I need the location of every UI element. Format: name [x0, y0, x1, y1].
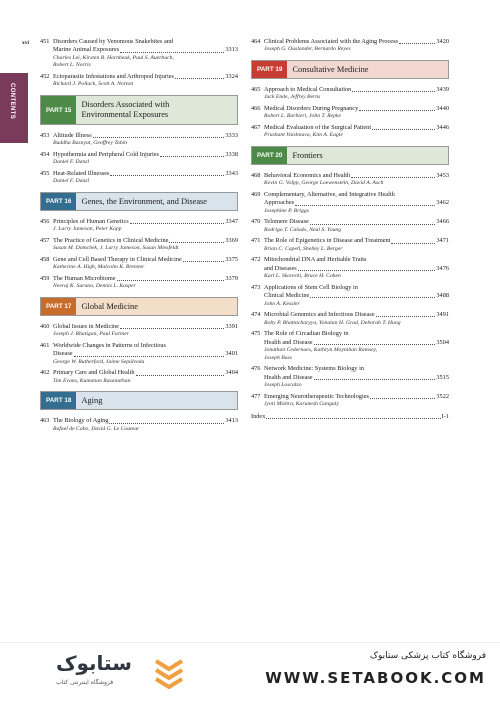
chapter-title [53, 151, 238, 159]
leader-dots [399, 38, 435, 44]
chapter-page: 3440 [436, 105, 449, 112]
chapter-authors: Buddha Basnyat, Geoffrey Tabin [53, 140, 128, 147]
chapter-title-row [40, 151, 238, 159]
chapter-title [53, 256, 238, 264]
chapter-title-row [40, 417, 238, 425]
leader-dots [120, 323, 224, 329]
chapter-authors: Charles Lei, Kirsten B. Hornbeak, Paul S. Auerbach, [53, 54, 174, 61]
chapter-title [264, 172, 449, 180]
chapter-authors: Rodrigo T. Calado, Neal S. Young [264, 226, 342, 233]
chapter-title-text: Medical Disorders During Pregnancy [264, 105, 359, 112]
chapter-title-text: Clinical Medicine [264, 292, 310, 300]
leader-dots [298, 265, 436, 271]
setabook-logo[interactable] [8, 651, 143, 693]
chapter-authors: Brian C. Capell, Shelley L. Berger [264, 245, 343, 252]
leader-dots [370, 393, 435, 399]
chapter-page: 3338 [225, 151, 238, 158]
chapter-title [264, 284, 449, 292]
chapter-authors: Richard J. Pollack, Scott A. Norton [53, 81, 134, 88]
chapter-title [264, 374, 449, 382]
chapter-page: 3333 [225, 132, 238, 139]
part-header [40, 391, 238, 410]
leader-dots [359, 105, 435, 111]
chapter-title-row [40, 256, 238, 264]
chapter-title [264, 38, 449, 46]
chapter-page: 3369 [225, 237, 238, 244]
chapter-number: 453 [40, 132, 50, 139]
side-tab-label: CONTENTS [9, 83, 15, 120]
leader-dots [372, 124, 435, 130]
chapter-title-row [251, 124, 449, 132]
chapter-page: 3453 [436, 172, 449, 179]
chapter-number: 476 [251, 365, 261, 373]
part-label: PART 18 [41, 392, 76, 409]
part-title: Disorders Associated with Environmental Exposures [81, 100, 170, 119]
leader-dots [175, 73, 224, 79]
chapter-title-text: The Role of Circadian Biology in [264, 330, 349, 338]
chapter-page: 3313 [225, 46, 238, 54]
chapter-number: 452 [40, 73, 50, 80]
part-label: PART 17 [41, 298, 76, 315]
chapter-number: 460 [40, 323, 50, 330]
chapter-page: 3375 [225, 256, 238, 263]
toc-entry[interactable] [40, 73, 238, 89]
toc-entry[interactable] [251, 124, 449, 140]
chapter-title [264, 339, 449, 347]
chapter-title [264, 105, 449, 113]
chapter-number: 451 [40, 38, 50, 45]
chapter-title-continued [251, 265, 449, 273]
chapter-number: 455 [40, 170, 50, 177]
chapter-title-row [40, 369, 238, 377]
chapter-number: 454 [40, 151, 50, 158]
chapter-title-text: Global Issues in Medicine [53, 323, 119, 330]
chapter-title [264, 365, 449, 373]
toc-entry[interactable] [251, 191, 449, 215]
chapter-title-text: Approaches [264, 199, 295, 207]
chapter-title-row [40, 73, 238, 81]
logo-text: ستابوک [56, 651, 132, 675]
leader-dots [314, 339, 436, 345]
chapter-title-row [251, 365, 449, 373]
chapter-title-text: Worldwide Changes in Patterns of Infectious [53, 342, 166, 349]
leader-dots [391, 237, 435, 243]
leader-dots [160, 151, 224, 157]
part-header [40, 297, 238, 316]
part-header [251, 146, 449, 165]
chapter-authors: Josephine P. Briggs [264, 207, 309, 214]
leader-dots [120, 46, 224, 52]
chapter-title-text: Health and Disease [264, 338, 313, 346]
chapter-title [264, 124, 449, 132]
chapter-page: 3379 [225, 275, 238, 282]
chapter-page: 3466 [436, 218, 449, 226]
chapter-title-text: Microbial Genomics and Infectious Disease [264, 311, 375, 319]
chapter-number: 463 [40, 417, 50, 425]
chapter-authors: Jack Ende, Jeffrey Berns [264, 94, 321, 101]
toc-entry[interactable] [40, 417, 238, 433]
chapter-title-text: Complementary, Alternative, and Integrative Health [264, 191, 395, 198]
toc-entry[interactable] [251, 172, 449, 188]
chapter-number: 472 [251, 256, 261, 264]
chapter-title [53, 350, 238, 358]
chapter-title-text: Network Medicine: Systems Biology in [264, 365, 365, 373]
chapter-title [53, 275, 238, 283]
chapter-number: 467 [251, 124, 261, 131]
chapter-title-text: Marine Animal Exposures [53, 46, 120, 54]
chapter-title-row [251, 311, 449, 319]
chapter-title-text: Primary Care and Global Health [53, 369, 135, 377]
chapter-title-row [40, 275, 238, 283]
chapter-number: 471 [251, 237, 261, 245]
chapter-title-row [251, 105, 449, 113]
contents-side-tab [0, 73, 28, 143]
chapter-title-row [251, 172, 449, 180]
chapter-authors: Jyoti Mishra, Karunesh Ganguly [264, 401, 339, 408]
toc-entry[interactable] [251, 105, 449, 121]
logo-subtitle: فروشگاه اینترنتی کتاب [56, 679, 114, 686]
chapter-title-text: Behavioral Economics and Health [264, 172, 351, 179]
chapter-title-text: and Diseases [264, 264, 297, 272]
chapter-title-text: Health and Disease [264, 373, 313, 381]
chapter-page: 3488 [436, 292, 449, 300]
chapter-title-text: Principles of Human Genetics [53, 218, 129, 225]
page-number: xvi [22, 40, 30, 46]
chapter-authors: Katherine A. High, Malcolm K. Brenner [53, 264, 145, 271]
chapter-authors: Daniel F. Danzl [53, 178, 90, 185]
chapter-title-row [251, 218, 449, 226]
chapter-title-text: Altitude Illness [53, 132, 92, 139]
leader-dots [74, 350, 225, 356]
chapter-title-row [251, 191, 449, 199]
chapter-title-continued [251, 292, 449, 300]
index-entry[interactable] [251, 413, 449, 421]
part-title: Global Medicine [81, 301, 138, 311]
toc-entry[interactable] [251, 365, 449, 389]
toc-entry[interactable] [40, 342, 238, 366]
chapter-title [264, 237, 449, 245]
chapter-title [264, 191, 449, 199]
chapter-page: 3471 [436, 237, 449, 245]
leader-dots [136, 369, 225, 375]
chapter-title [53, 46, 238, 54]
chapter-title-row [251, 38, 449, 46]
chevron-logo-icon [152, 655, 186, 689]
chapter-title-continued [251, 374, 449, 382]
chapter-title-row [251, 237, 449, 245]
toc-entry[interactable] [251, 86, 449, 102]
chapter-authors: Joseph Bass [264, 354, 292, 361]
toc-entry[interactable] [251, 256, 449, 280]
chapter-title-row [40, 218, 238, 226]
chapter-title [264, 393, 449, 401]
chapter-title-continued [40, 350, 238, 358]
chapter-title [53, 369, 238, 377]
store-footer [0, 642, 500, 701]
chapter-title-text: Approach to Medical Consultation [264, 86, 352, 93]
chapter-page: 3420 [436, 38, 449, 45]
toc-entry[interactable] [40, 256, 238, 272]
leader-dots [352, 86, 435, 92]
leader-dots [295, 199, 435, 205]
leader-dots [109, 417, 224, 423]
leader-dots [351, 172, 435, 178]
chapter-authors: Susan M. Domchek, J. Larry Jameson, Susan Miesfeldt [53, 245, 179, 252]
chapter-authors: Roby P. Bhattacharyya, Yonatan H. Grad, Deborah T. Hung [264, 319, 401, 326]
chapter-authors: Prashant Vaishnava, Kim A. Eagle [264, 132, 343, 139]
chapter-page: 3476 [436, 264, 449, 272]
chapter-title [264, 311, 449, 319]
leader-dots [93, 132, 225, 138]
chapter-title-text: Ectoparasite Infestations and Arthropod Injuries [53, 73, 175, 80]
part-title: Frontiers [292, 150, 323, 160]
toc-entry[interactable] [251, 330, 449, 362]
chapter-authors: John A. Kessler [264, 300, 300, 307]
toc-entry[interactable] [251, 237, 449, 253]
chapter-page: 3324 [225, 73, 238, 80]
chapter-title [264, 292, 449, 300]
chapter-title [53, 73, 238, 81]
chapter-title [264, 256, 449, 264]
toc-entry[interactable] [40, 218, 238, 234]
toc-entry[interactable] [251, 311, 449, 327]
chapter-title-row [251, 256, 449, 264]
leader-dots [314, 374, 436, 380]
chapter-title [264, 265, 449, 273]
chapter-authors: Daniel F. Danzl [53, 159, 90, 166]
chapter-title [53, 218, 238, 226]
toc-right-column [251, 38, 449, 421]
chapter-title-continued [251, 339, 449, 347]
chapter-title [53, 417, 238, 425]
toc-entry[interactable] [40, 237, 238, 253]
part-title: Consultative Medicine [292, 64, 369, 74]
part-title: Aging [81, 395, 103, 405]
chapter-page: 3462 [436, 199, 449, 207]
chapter-title-text: The Biology of Aging [53, 417, 109, 425]
chapter-authors: Kevin G. Volpp, George Loewenstein, David A. Asch [264, 180, 384, 187]
chapter-title-row [251, 330, 449, 338]
chapter-number: 475 [251, 330, 261, 338]
index-label: Index [251, 412, 266, 420]
leader-dots [266, 413, 440, 419]
chapter-authors: Robert L. Barbieri, John T. Repke [264, 113, 341, 120]
chapter-title-text: Telomere Disease [264, 218, 309, 226]
chapter-authors: George W. Rutherford, Jaime Sepúlveda [53, 358, 145, 365]
chapter-title [53, 323, 238, 331]
chapter-title-row [40, 323, 238, 331]
chapter-authors: Jonathan Cedernaes, Kathryn Moynihan Ramsey, [264, 347, 378, 354]
part-header [251, 60, 449, 79]
chapter-authors: Joseph Loscalzo [264, 382, 302, 389]
chapter-page: 3491 [436, 311, 449, 319]
chapter-title [53, 38, 238, 46]
chapter-number: 466 [251, 105, 261, 112]
chapter-number: 470 [251, 218, 261, 226]
chapter-authors: Joseph J. Rhatigan, Paul Farmer [53, 331, 129, 338]
toc-entry[interactable] [40, 151, 238, 167]
chapter-number: 465 [251, 86, 261, 93]
store-name: فروشگاه کتاب پزشکی ستابوک [369, 651, 486, 661]
chapter-authors: Tim Evans, Kumanan Rasanathan [53, 377, 131, 384]
leader-dots [183, 256, 225, 262]
chapter-number: 459 [40, 275, 50, 282]
chapter-authors: Robert L. Norris [53, 62, 91, 69]
chapter-page: 3391 [225, 323, 238, 330]
leader-dots [110, 170, 224, 176]
chapter-title-text: Applications of Stem Cell Biology in [264, 283, 358, 291]
part-label: PART 19 [252, 61, 287, 78]
toc-entry[interactable] [40, 323, 238, 339]
toc-left-column [40, 38, 238, 436]
chapter-authors: Joseph G. Ouslander, Bernardo Reyes [264, 46, 351, 53]
chapter-title-continued [40, 46, 238, 54]
leader-dots [169, 237, 224, 243]
chapter-number: 469 [251, 191, 261, 198]
chapter-title-text: The Practice of Genetics in Clinical Medicine [53, 237, 169, 244]
chapter-title-continued [251, 199, 449, 207]
leader-dots [130, 218, 225, 224]
part-header [40, 95, 238, 125]
leader-dots [310, 218, 436, 224]
chapter-page: 3413 [225, 417, 238, 425]
chapter-title-row [40, 170, 238, 178]
toc-entry[interactable] [251, 218, 449, 234]
index-page: I-1 [441, 412, 449, 420]
part-label: PART 20 [252, 147, 287, 164]
chapter-title-text: Clinical Problems Associated with the Aging Process [264, 38, 398, 45]
chapter-page: 3522 [436, 392, 449, 400]
chapter-title [264, 199, 449, 207]
chapter-page: 3439 [436, 86, 449, 93]
chapter-title-text: The Human Microbiome [53, 275, 116, 282]
chapter-authors: Karl L. Skorecki, Bruce H. Cohen [264, 273, 341, 280]
chapter-title [264, 218, 449, 226]
toc-entry[interactable] [40, 132, 238, 148]
chapter-title-row [251, 393, 449, 401]
part-title: Genes, the Environment, and Disease [81, 196, 208, 206]
toc-entry[interactable] [251, 284, 449, 308]
toc-entry[interactable] [40, 275, 238, 291]
toc-entry[interactable] [40, 38, 238, 70]
part-header [40, 192, 238, 211]
chapter-title-row [40, 38, 238, 46]
chapter-title-text: Emerging Neurotherapeutic Technologies [264, 392, 369, 400]
chapter-number: 458 [40, 256, 50, 263]
chapter-title-text: Mitochondrial DNA and Heritable Traits [264, 256, 367, 264]
leader-dots [310, 292, 435, 298]
chapter-title-text: Disorders Caused by Venomous Snakebites and [53, 38, 174, 45]
chapter-number: 461 [40, 342, 50, 349]
chapter-number: 474 [251, 311, 261, 319]
leader-dots [376, 311, 436, 317]
part-label: PART 15 [41, 96, 76, 124]
chapter-title-text: The Role of Epigenetics in Disease and Treatment [264, 237, 391, 245]
chapter-page: 3343 [225, 170, 238, 177]
chapter-page: 3401 [225, 350, 238, 358]
chapter-number: 473 [251, 283, 261, 291]
toc-entry[interactable] [251, 38, 449, 54]
chapter-page: 3347 [225, 218, 238, 225]
chapter-authors: Neeraj K. Surana, Dennis L. Kasper [53, 283, 136, 290]
chapter-page: 3515 [436, 373, 449, 381]
toc-entry[interactable] [40, 369, 238, 385]
chapter-title-row [251, 284, 449, 292]
chapter-authors: J. Larry Jameson, Peter Kopp [53, 226, 122, 233]
chapter-page: 3446 [436, 124, 449, 131]
chapter-page: 3504 [436, 338, 449, 346]
chapter-number: 457 [40, 237, 50, 244]
chapter-title [53, 342, 238, 350]
part-label: PART 16 [41, 193, 76, 210]
chapter-title-text: Gene and Cell Based Therapy in Clinical Medicine [53, 256, 182, 263]
chapter-number: 456 [40, 218, 50, 225]
chapter-title [53, 170, 238, 178]
chapter-title [264, 330, 449, 338]
chapter-number: 468 [251, 172, 261, 179]
chapter-page: 3404 [225, 369, 238, 377]
chapter-title-row [40, 342, 238, 350]
chapter-authors: Rafael de Cabo, David G. Le Couteur [53, 425, 140, 432]
toc-entry[interactable] [251, 393, 449, 409]
toc-entry[interactable] [40, 170, 238, 186]
chapter-title-text: Disease [53, 350, 73, 358]
chapter-number: 477 [251, 392, 261, 400]
chapter-title-text: Medical Evaluation of the Surgical Patient [264, 124, 372, 131]
chapter-title-text: Heat-Related Illnesses [53, 170, 110, 177]
chapter-number: 464 [251, 38, 261, 45]
chapter-number: 462 [40, 369, 50, 377]
store-url-link[interactable]: WWW.SETABOOK.COM [265, 669, 486, 687]
leader-dots [117, 275, 225, 281]
chapter-title-text: Hypothermia and Peripheral Cold Injuries [53, 151, 159, 158]
